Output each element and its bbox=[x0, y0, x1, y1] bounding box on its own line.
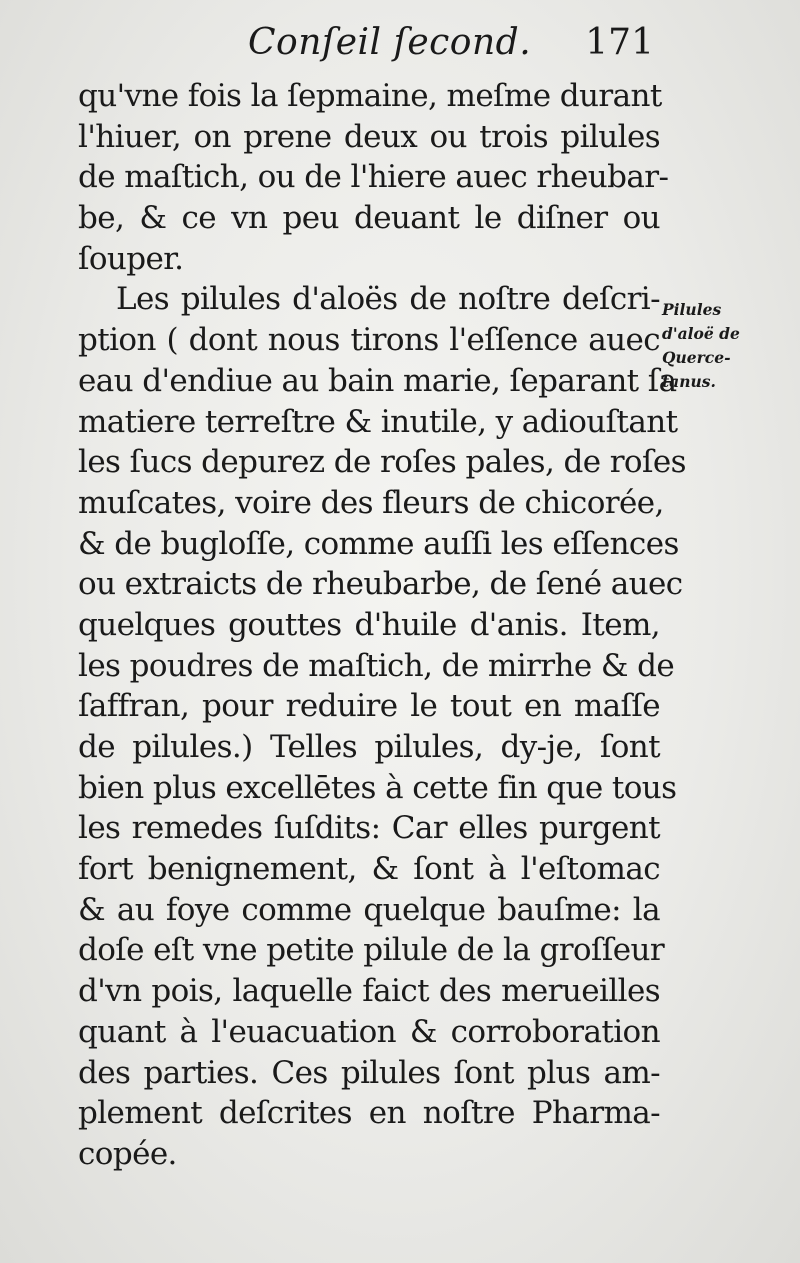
page-header bbox=[78, 22, 656, 78]
paragraph-start-line: Les pilules d'aloës de noſtre deſcri- bbox=[116, 281, 660, 318]
text-line: qu'vne fois la ſepmaine, meſme durant bbox=[78, 78, 662, 114]
text-line: matiere terreſtre & inutile, y adiouſtant bbox=[78, 403, 678, 440]
marginal-note bbox=[662, 298, 790, 394]
text-line: quelques gouttes d'huile d'anis. Item, bbox=[78, 606, 660, 643]
text-line: ſouper. bbox=[78, 240, 184, 277]
text-line: de maſtich, ou de l'hiere auec rheubar- bbox=[78, 159, 669, 196]
text-line: copée. bbox=[78, 1135, 177, 1172]
text-line: & au foye comme quelque bauſme: la bbox=[78, 891, 660, 928]
text-line: eau d'endiue au bain marie, ſeparant ſa bbox=[78, 362, 677, 399]
text-line: des parties. Ces pilules ſont plus am- bbox=[78, 1054, 660, 1091]
marginal-note-line: Pilules bbox=[662, 300, 722, 319]
text-line: muſcates, voire des fleurs de chicorée, bbox=[78, 484, 664, 521]
text-line: d'vn pois, laquelle faict des merueilles bbox=[78, 973, 660, 1010]
text-line: bien plus excellētes à cette fin que tous bbox=[78, 769, 677, 806]
text-line: ou extraicts de rheubarbe, de ſené auec bbox=[78, 566, 683, 603]
text-line: de pilules.) Telles pilules, dy-je, ſont bbox=[78, 729, 660, 765]
text-line: les ſucs depurez de roſes pales, de roſes bbox=[78, 444, 686, 481]
text-line: be, & ce vn peu deuant le diſner ou bbox=[78, 200, 660, 237]
text-line: & de bugloſſe, comme auſſi les eſſences bbox=[78, 525, 679, 562]
text-line: plement deſcrites en noſtre Pharma- bbox=[78, 1095, 660, 1132]
text-line: ſaffran, pour reduire le tout en maſſe bbox=[78, 688, 660, 725]
text-line: l'hiuer, on prene deux ou trois pilules bbox=[78, 118, 660, 155]
text-line: les remedes ſuſdits: Car elles purgent bbox=[78, 810, 660, 847]
marginal-note-line: d'aloë de bbox=[662, 324, 740, 343]
page-number: 171 bbox=[585, 22, 654, 63]
running-head: Conſeil ſecond. bbox=[248, 22, 532, 63]
text-line: fort benignement, & ſont à l'eſtomac bbox=[78, 851, 660, 888]
marginal-note-line: tanus. bbox=[662, 372, 716, 391]
marginal-note-line: Querce- bbox=[662, 348, 731, 367]
body-text bbox=[78, 76, 686, 1175]
text-line: ption ( dont nous tirons l'eſſence auec bbox=[78, 322, 660, 359]
text-line: doſe eſt vne petite pilule de la groſſeur bbox=[78, 932, 665, 969]
text-line: quant à l'euacuation & corroboration bbox=[78, 1013, 660, 1050]
text-line: les poudres de maſtich, de mirrhe & de bbox=[78, 647, 675, 684]
